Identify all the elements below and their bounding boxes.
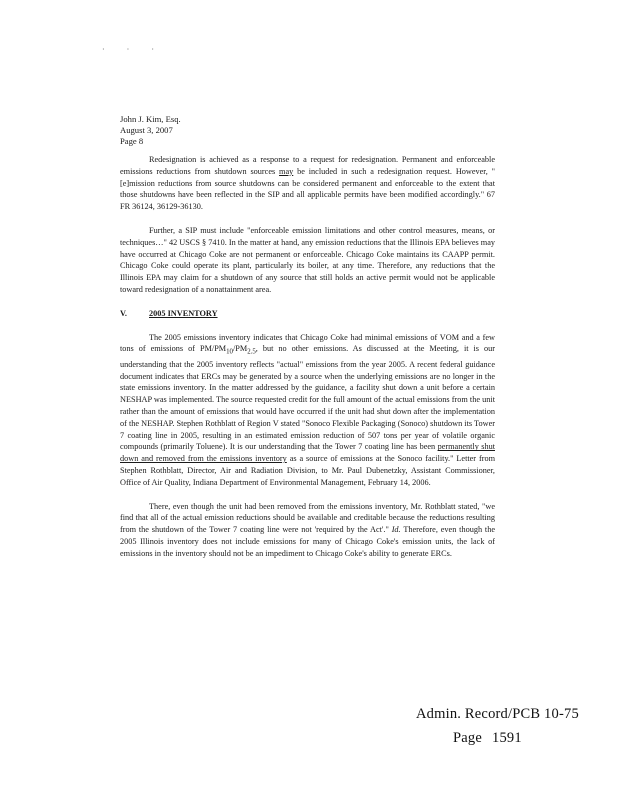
letter-date: August 3, 2007 [120,125,173,135]
underlined-may: may [279,166,294,176]
record-page-stamp [453,730,522,747]
paragraph-sip: Further, a SIP must include "enforceable emission limitations and other control measures, means, or techniques…" 42 USCS § 7410. In the matter at hand, any emission reductions that the Illinois EPA believes may have occurred at Chicago Coke are not permanent or enforceable. Chicago Coke maintains its CAAPP permit. Chicago Coke could operate its plant, particularly its boiler, at any time. Therefore, any reductions that the Illinois EPA may claim for a shutdown of any source that still holds an active permit would not be applicable toward redesignation of a nonattainment area. [120,225,495,294]
admin-record-stamp: Admin. Record/PCB 10-75 [416,706,579,722]
scan-specks: · · · [102,45,164,54]
section-number: V. [120,308,127,318]
paragraph-redesignation: Redesignation is achieved as a response to a request for redesignation. Permanent and enforceable emissions reductions from shutdown sources may be included in such a redesignation request. However, "[e]mission reductions from source shutdowns can be considered permanent and enforceable to the extent that those shutdowns have been reflected in the SIP and all applicable permits have been modified accordingly." 67 FR 36124, 36129-36130. [120,155,496,212]
record-page-number: 1591 [492,730,522,746]
citation-id: Id. [391,525,401,535]
section-heading [120,308,495,320]
section-title: 2005 INVENTORY [149,308,218,318]
recipient-name: John J. Kim, Esq. [120,114,181,124]
letter-header [120,114,181,147]
paragraph-inventory: The 2005 emissions inventory indicates that Chicago Coke had minimal emissions of VOM and a few tons of emissions of $PM/PM_{10}/PM_{2.5}$, but no other emissions. As discussed at the Meeting, it is our understanding that the 2005 inventory reflects "actual" emissions from the year 2005. A recent federal guidance document indicates that ERCs may be generated by a source when the underlying emissions are no longer in the state emissions inventory. In the matter addressed by the guidance, a facility shut down a unit before a certain NESHAP was implemented. The source requested credit for the full amount of the actual emissions from the unit rather than the amount of emissions that would have occurred if the unit had shut down after the implementation of the NESHAP. Stephen Rothblatt of Region V stated "Sonoco Flexible Packaging (Sonoco) shutdown its Tower 7 coating line in 2005, resulting in an estimated emission reduction of 507 tons per year of volatile organic compounds (primarily Toluene). It is our understanding that the Tower 7 coating line has been permanently shut down and removed from the emissions inventory as a source of emissions at the Sonoco facility." Letter from Stephen Rothblatt, Director, Air and Radiation Division, to Mr. Paul Dubenetzky, Assistant Commissioner, Office of Air Quality, Indiana Department of Environmental Management, February 14, 2006. [120,332,496,487]
underlined-phrase: permanently shut down and removed from the emissions inventory [120,442,495,464]
page-indicator: Page 8 [120,136,144,146]
paragraph-conclusion: There, even though the unit had been removed from the emissions inventory, Mr. Rothblatt stated, "we find that all of the actual emission reductions should be available and creditable because the reductions resulting from the shutdown of the Tower 7 coating line were not 'required by the Act'." Id. Therefore, even though the 2005 Illinois inventory does not include emissions for many of Chicago Coke's emission units, the lack of emissions in the inventory should not be an impediment to Chicago Coke's ability to generate ERCs. [120,501,496,558]
page-label: Page [453,730,482,746]
letter-body [120,154,495,572]
